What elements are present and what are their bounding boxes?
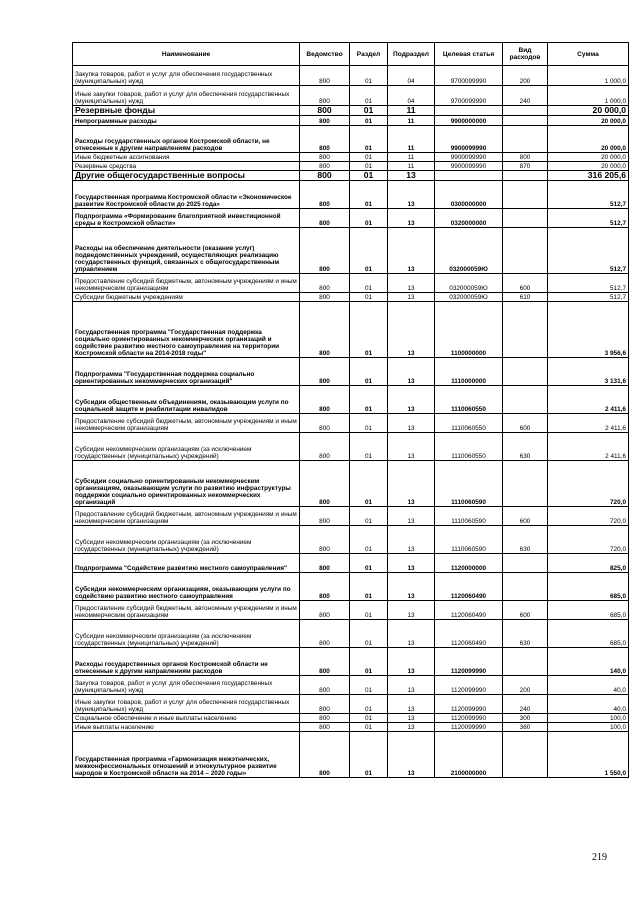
row-department: 800 <box>300 526 350 554</box>
row-target-article: 1120060490 <box>435 601 503 620</box>
row-amount: 316 205,6 <box>548 171 629 181</box>
row-section: 01 <box>350 573 388 601</box>
row-subsection: 13 <box>388 358 435 386</box>
row-department: 800 <box>300 507 350 526</box>
row-name: Иные бюджетные ассигнования <box>73 153 300 162</box>
row-subsection: 13 <box>388 293 435 302</box>
table-row <box>73 723 629 732</box>
row-name: Государственная программа "Государственная поддержка социально ориентированных некоммерческих организаций и содействие развитию местного самоуправления на территории Костромской области на 2014-2018 годы" <box>73 302 300 358</box>
row-expense-type <box>503 554 548 573</box>
row-amount: 720,0 <box>548 461 629 507</box>
row-name: Субсидии некоммерческим организациям, оказывающим услуги по содействию развитию местного самоуправления <box>73 573 300 601</box>
row-department: 800 <box>300 171 350 181</box>
row-name: Подпрограмма "Государственная поддержка социально ориентированных некоммерческих организаций" <box>73 358 300 386</box>
row-subsection: 13 <box>388 228 435 274</box>
row-section: 01 <box>350 358 388 386</box>
row-section: 01 <box>350 676 388 695</box>
row-name: Субсидии некоммерческим организациям (за исключением государственных (муниципальных) учреждений) <box>73 433 300 461</box>
row-department: 800 <box>300 620 350 648</box>
row-expense-type <box>503 386 548 414</box>
row-department: 800 <box>300 648 350 676</box>
row-expense-type <box>503 461 548 507</box>
header-department: Ведомство <box>300 43 350 66</box>
row-amount: 720,0 <box>548 526 629 554</box>
row-section: 01 <box>350 601 388 620</box>
table-row <box>73 695 629 714</box>
row-subsection: 13 <box>388 414 435 433</box>
budget-table <box>72 42 629 778</box>
row-target-article: 032000059Ю <box>435 293 503 302</box>
row-subsection: 13 <box>388 274 435 293</box>
row-section: 01 <box>350 554 388 573</box>
row-subsection: 13 <box>388 732 435 778</box>
row-subsection: 13 <box>388 386 435 414</box>
table-row <box>73 293 629 302</box>
row-amount: 825,0 <box>548 554 629 573</box>
row-amount: 1 000,0 <box>548 86 629 106</box>
row-amount: 20 000,0 <box>548 153 629 162</box>
row-amount: 40,0 <box>548 676 629 695</box>
row-expense-type: 200 <box>503 66 548 86</box>
row-subsection: 11 <box>388 162 435 171</box>
row-expense-type: 630 <box>503 526 548 554</box>
row-name: Субсидии общественным объединениям, оказывающим услуги по социальной защите и реабилитации инвалидов <box>73 386 300 414</box>
row-target-article: 9900099990 <box>435 162 503 171</box>
table-row <box>73 507 629 526</box>
row-section: 01 <box>350 116 388 126</box>
table-row <box>73 209 629 228</box>
row-section: 01 <box>350 209 388 228</box>
row-section: 01 <box>350 126 388 153</box>
table-row <box>73 228 629 274</box>
table-row <box>73 386 629 414</box>
row-expense-type: 630 <box>503 620 548 648</box>
table-row <box>73 620 629 648</box>
row-target-article: 9700099990 <box>435 66 503 86</box>
row-expense-type <box>503 573 548 601</box>
row-name: Другие общегосударственные вопросы <box>73 171 300 181</box>
row-department: 800 <box>300 414 350 433</box>
header-expense-type: Вид расходов <box>503 43 548 66</box>
row-target-article: 0320000000 <box>435 209 503 228</box>
row-section: 01 <box>350 86 388 106</box>
row-amount: 1 000,0 <box>548 66 629 86</box>
table-row <box>73 126 629 153</box>
row-subsection: 13 <box>388 526 435 554</box>
row-department: 800 <box>300 181 350 209</box>
header-section: Раздел <box>350 43 388 66</box>
row-target-article: 032000059Ю <box>435 228 503 274</box>
row-amount: 1 550,0 <box>548 732 629 778</box>
row-target-article <box>435 106 503 116</box>
row-name: Государственная программа «Гармонизация межэтнических, межконфессиональных отношений и этнокультурное развитие народов в Костромской области на 2014 – 2020 годы» <box>73 732 300 778</box>
row-department: 800 <box>300 293 350 302</box>
row-department: 800 <box>300 86 350 106</box>
row-name: Иные закупки товаров, работ и услуг для обеспечения государственных (муниципальных) нужд <box>73 86 300 106</box>
row-subsection: 11 <box>388 106 435 116</box>
table-row <box>73 676 629 695</box>
table-row <box>73 66 629 86</box>
table-row <box>73 274 629 293</box>
row-name: Закупка товаров, работ и услуг для обеспечения государственных (муниципальных) нужд <box>73 676 300 695</box>
row-name: Расходы государственных органов Костромской области, не отнесенные к другим направлениям расходов <box>73 126 300 153</box>
row-target-article: 1100000000 <box>435 302 503 358</box>
row-amount: 2 411,6 <box>548 386 629 414</box>
page-number: 219 <box>592 852 607 863</box>
row-target-article: 1120099990 <box>435 695 503 714</box>
table-row <box>73 461 629 507</box>
row-amount: 2 411,6 <box>548 433 629 461</box>
row-target-article: 2100000000 <box>435 732 503 778</box>
row-amount: 140,0 <box>548 648 629 676</box>
row-section: 01 <box>350 723 388 732</box>
row-subsection: 13 <box>388 723 435 732</box>
row-expense-type: 600 <box>503 601 548 620</box>
row-department: 800 <box>300 302 350 358</box>
row-section: 01 <box>350 695 388 714</box>
row-department: 800 <box>300 461 350 507</box>
row-target-article: 1110000000 <box>435 358 503 386</box>
row-expense-type <box>503 181 548 209</box>
row-section: 01 <box>350 507 388 526</box>
row-department: 800 <box>300 386 350 414</box>
header-amount: Сумма <box>548 43 629 66</box>
row-section: 01 <box>350 620 388 648</box>
row-expense-type: 870 <box>503 162 548 171</box>
row-expense-type <box>503 116 548 126</box>
row-amount: 100,0 <box>548 723 629 732</box>
table-row <box>73 153 629 162</box>
row-expense-type: 240 <box>503 86 548 106</box>
row-section: 01 <box>350 162 388 171</box>
row-expense-type: 200 <box>503 676 548 695</box>
row-section: 01 <box>350 433 388 461</box>
row-expense-type: 630 <box>503 433 548 461</box>
row-name: Непрограммные расходы <box>73 116 300 126</box>
row-section: 01 <box>350 302 388 358</box>
row-department: 800 <box>300 162 350 171</box>
row-department: 800 <box>300 274 350 293</box>
row-name: Закупка товаров, работ и услуг для обеспечения государственных (муниципальных) нужд <box>73 66 300 86</box>
row-name: Резервные фонды <box>73 106 300 116</box>
row-amount: 2 411,6 <box>548 414 629 433</box>
row-amount: 40,0 <box>548 695 629 714</box>
row-amount: 20 000,0 <box>548 162 629 171</box>
row-department: 800 <box>300 66 350 86</box>
row-expense-type <box>503 228 548 274</box>
row-subsection: 13 <box>388 302 435 358</box>
row-section: 01 <box>350 274 388 293</box>
row-amount: 512,7 <box>548 293 629 302</box>
row-section: 01 <box>350 714 388 723</box>
row-amount: 720,0 <box>548 507 629 526</box>
row-expense-type <box>503 732 548 778</box>
row-amount: 685,0 <box>548 601 629 620</box>
table-row <box>73 732 629 778</box>
row-subsection: 04 <box>388 86 435 106</box>
row-target-article: 1110060550 <box>435 386 503 414</box>
table-row <box>73 554 629 573</box>
row-expense-type: 240 <box>503 695 548 714</box>
row-subsection: 11 <box>388 153 435 162</box>
row-expense-type: 600 <box>503 274 548 293</box>
row-department: 800 <box>300 358 350 386</box>
row-subsection: 13 <box>388 554 435 573</box>
row-target-article: 9900099990 <box>435 153 503 162</box>
table-row <box>73 106 629 116</box>
table-row <box>73 526 629 554</box>
row-department: 800 <box>300 601 350 620</box>
row-target-article: 1120000000 <box>435 554 503 573</box>
row-subsection: 13 <box>388 676 435 695</box>
row-name: Субсидии социально ориентированным некоммерческим организациям, оказывающим услуги по развитию инфраструктуры поддержки социально ориентированных некоммерческих организаций <box>73 461 300 507</box>
row-expense-type <box>503 648 548 676</box>
row-target-article: 1120099990 <box>435 676 503 695</box>
row-section: 01 <box>350 293 388 302</box>
row-name: Резервные средства <box>73 162 300 171</box>
row-subsection: 04 <box>388 66 435 86</box>
row-name: Иные закупки товаров, работ и услуг для обеспечения государственных (муниципальных) нужд <box>73 695 300 714</box>
row-subsection: 13 <box>388 171 435 181</box>
row-department: 800 <box>300 116 350 126</box>
row-department: 800 <box>300 153 350 162</box>
row-name: Расходы на обеспечение деятельности (оказание услуг) подведомственных учреждений, осуществляющих реализацию государственных функций, связанных с общегосударственным управлением <box>73 228 300 274</box>
row-expense-type <box>503 126 548 153</box>
row-amount: 685,0 <box>548 573 629 601</box>
table-row <box>73 648 629 676</box>
row-subsection: 13 <box>388 695 435 714</box>
row-name: Предоставление субсидий бюджетным, автономным учреждениям и иным некоммерческим организациям <box>73 601 300 620</box>
row-section: 01 <box>350 732 388 778</box>
row-target-article: 1120060490 <box>435 573 503 601</box>
row-target-article: 1110060550 <box>435 414 503 433</box>
row-name: Государственная программа Костромской области «Экономическое развитие Костромской области до 2025 года» <box>73 181 300 209</box>
row-subsection: 13 <box>388 573 435 601</box>
row-subsection: 13 <box>388 181 435 209</box>
row-amount: 20 000,0 <box>548 106 629 116</box>
row-expense-type: 600 <box>503 414 548 433</box>
row-section: 01 <box>350 461 388 507</box>
row-amount: 512,7 <box>548 228 629 274</box>
row-department: 800 <box>300 106 350 116</box>
row-expense-type: 600 <box>503 507 548 526</box>
row-section: 01 <box>350 414 388 433</box>
row-target-article: 9900000000 <box>435 116 503 126</box>
row-subsection: 11 <box>388 116 435 126</box>
row-target-article: 1110060590 <box>435 526 503 554</box>
row-subsection: 13 <box>388 601 435 620</box>
table-row <box>73 573 629 601</box>
row-target-article <box>435 171 503 181</box>
table-row <box>73 714 629 723</box>
row-department: 800 <box>300 676 350 695</box>
row-department: 800 <box>300 714 350 723</box>
row-name: Предоставление субсидий бюджетным, автономным учреждениям и иным некоммерческим организациям <box>73 414 300 433</box>
row-target-article: 032000059Ю <box>435 274 503 293</box>
row-department: 800 <box>300 732 350 778</box>
row-expense-type: 360 <box>503 723 548 732</box>
row-name: Субсидии некоммерческим организациям (за исключением государственных (муниципальных) учреждений) <box>73 620 300 648</box>
row-expense-type <box>503 358 548 386</box>
row-target-article: 1120099990 <box>435 723 503 732</box>
row-amount: 20 000,0 <box>548 116 629 126</box>
row-section: 01 <box>350 66 388 86</box>
row-subsection: 13 <box>388 714 435 723</box>
row-name: Подпрограмма "Содействие развитию местного самоуправления" <box>73 554 300 573</box>
header-target-article: Целевая статья <box>435 43 503 66</box>
row-subsection: 13 <box>388 209 435 228</box>
row-target-article: 1120099990 <box>435 648 503 676</box>
header-name: Наименование <box>73 43 300 66</box>
row-subsection: 13 <box>388 620 435 648</box>
table-row <box>73 433 629 461</box>
table-row <box>73 358 629 386</box>
header-subsection: Подраздел <box>388 43 435 66</box>
table-header-row <box>73 43 629 66</box>
table-row <box>73 86 629 106</box>
row-department: 800 <box>300 433 350 461</box>
row-name: Субсидии бюджетным учреждениям <box>73 293 300 302</box>
row-amount: 3 131,6 <box>548 358 629 386</box>
row-target-article: 9900099990 <box>435 126 503 153</box>
row-subsection: 13 <box>388 433 435 461</box>
row-section: 01 <box>350 228 388 274</box>
row-name: Предоставление субсидий бюджетным, автономным учреждениям и иным некоммерческим организациям <box>73 274 300 293</box>
row-target-article: 1110060550 <box>435 433 503 461</box>
table-row <box>73 181 629 209</box>
row-target-article: 1110060590 <box>435 461 503 507</box>
row-section: 01 <box>350 648 388 676</box>
row-department: 800 <box>300 126 350 153</box>
row-expense-type <box>503 302 548 358</box>
row-expense-type <box>503 106 548 116</box>
row-department: 800 <box>300 554 350 573</box>
row-name: Предоставление субсидий бюджетным, автономным учреждениям и иным некоммерческим организациям <box>73 507 300 526</box>
row-name: Социальное обеспечение и иные выплаты населению <box>73 714 300 723</box>
row-department: 800 <box>300 228 350 274</box>
table-row <box>73 601 629 620</box>
row-name: Подпрограмма «Формирование благоприятной инвестиционной среды в Костромской области» <box>73 209 300 228</box>
row-department: 800 <box>300 695 350 714</box>
row-amount: 685,0 <box>548 620 629 648</box>
row-name: Иные выплаты населению <box>73 723 300 732</box>
row-section: 01 <box>350 171 388 181</box>
row-amount: 512,7 <box>548 181 629 209</box>
row-name: Субсидии некоммерческим организациям (за исключением государственных (муниципальных) учреждений) <box>73 526 300 554</box>
row-expense-type: 610 <box>503 293 548 302</box>
row-subsection: 11 <box>388 126 435 153</box>
row-expense-type <box>503 209 548 228</box>
row-department: 800 <box>300 723 350 732</box>
table-row <box>73 414 629 433</box>
table-row <box>73 302 629 358</box>
table-row <box>73 171 629 181</box>
row-section: 01 <box>350 386 388 414</box>
row-target-article: 1120099990 <box>435 714 503 723</box>
row-name: Расходы государственных органов Костромской области не отнесенные к другим направлениям расходов <box>73 648 300 676</box>
row-amount: 512,7 <box>548 274 629 293</box>
row-amount: 20 000,0 <box>548 126 629 153</box>
row-target-article: 1110060590 <box>435 507 503 526</box>
row-section: 01 <box>350 153 388 162</box>
row-subsection: 13 <box>388 507 435 526</box>
table-row <box>73 116 629 126</box>
row-department: 800 <box>300 573 350 601</box>
row-amount: 3 956,6 <box>548 302 629 358</box>
row-expense-type: 800 <box>503 153 548 162</box>
row-target-article: 0300000000 <box>435 181 503 209</box>
table-body <box>73 66 629 778</box>
row-section: 01 <box>350 526 388 554</box>
row-amount: 512,7 <box>548 209 629 228</box>
row-target-article: 1120060490 <box>435 620 503 648</box>
row-subsection: 13 <box>388 461 435 507</box>
row-expense-type: 300 <box>503 714 548 723</box>
row-department: 800 <box>300 209 350 228</box>
row-subsection: 13 <box>388 648 435 676</box>
row-amount: 100,0 <box>548 714 629 723</box>
row-expense-type <box>503 171 548 181</box>
row-target-article: 9700099990 <box>435 86 503 106</box>
row-section: 01 <box>350 181 388 209</box>
row-section: 01 <box>350 106 388 116</box>
